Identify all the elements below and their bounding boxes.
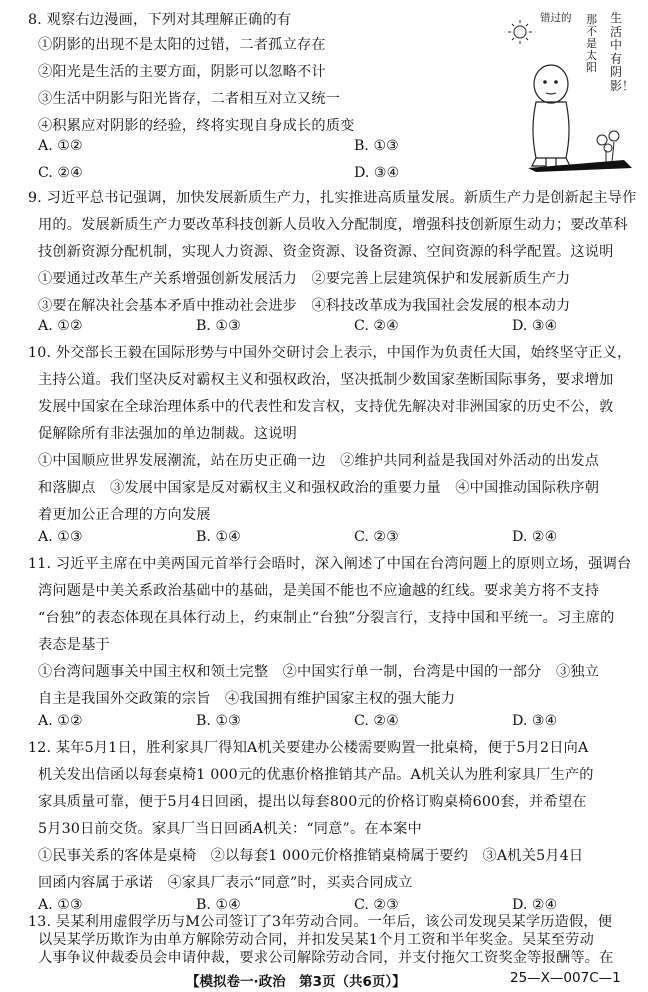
q9-option-a: A. ①②	[38, 318, 83, 334]
q12-line-2: 机关发出信函以每套桌椅1 000元的优惠价格推销其产品。A机关认为胜利家具厂生产的	[38, 767, 594, 783]
q8-option-b: B. ①③	[354, 138, 399, 154]
cartoon-caption-mid: 那不是太阳	[586, 13, 597, 74]
q9-option-b: B. ①③	[196, 318, 241, 334]
q10-line-4: 促解除所有非法强加的单边制裁。这说明	[38, 426, 297, 442]
q10-option-d: D. ②④	[512, 529, 558, 545]
q9-line-1: 9. 习近平总书记强调，加快发展新质生产力，扎实推进高质量发展。新质生产力是创新起主导作	[28, 190, 637, 206]
q11-items-line-2: 自主是我国外交政策的宗旨 ④我国拥有维护国家主权的强大能力	[38, 691, 456, 707]
q9-line-3: 技创新资源分配机制，实现人力资源、资金资源、设备资源、空间资源的科学配置。这说明	[38, 244, 614, 260]
q9-item-3-4: ③要在解决社会基本矛盾中推动社会进步 ④科技改革成为我国社会发展的根本动力	[38, 298, 571, 314]
q10-option-c: C. ②③	[354, 529, 399, 545]
q10-option-a: A. ①③	[38, 529, 83, 545]
q9-line-2: 用的。发展新质生产力要改革科技创新人员收入分配制度，增强科技创新原生动力；要改革科	[38, 217, 628, 233]
q12-option-c: C. ②③	[354, 897, 399, 913]
q12-option-b: B. ①④	[196, 897, 241, 913]
q9-option-c: C. ②④	[354, 318, 399, 334]
q12-line-4: 5月30日前交货。家具厂当日回函A机关：“同意”。在本案中	[38, 821, 422, 837]
q8-option-d: D. ③④	[354, 165, 400, 181]
sun-icon	[508, 20, 532, 44]
q11-option-c: C. ②④	[354, 713, 399, 729]
q11-option-b: B. ①③	[196, 713, 241, 729]
q10-line-2: 主持公道。我们坚决反对霸权主义和强权政治，坚决抵制少数国家垄断国际事务，要求增加	[38, 372, 614, 388]
q8-item-1: ①阴影的出现不是太阳的过错，二者孤立存在	[38, 37, 326, 53]
q10-items-line-3: 着更加公正合理的方向发展	[38, 507, 211, 523]
q11-line-4: 表态是基于	[38, 637, 110, 653]
q11-option-a: A. ①②	[38, 713, 83, 729]
q13-line-3: 人事争议仲裁委员会申请仲裁，要求公司解除劳动合同，并支付拖欠工资奖金等报酬等。在	[38, 950, 614, 966]
q10-items-line-1: ①中国顺应世界发展潮流，站在历史正确一边 ②维护共同利益是我国对外活动的出发点	[38, 453, 600, 469]
q8-item-3: ③生活中阴影与阳光皆存，二者相互对立又统一	[38, 91, 341, 107]
q11-items-line-1: ①台湾问题事关中国主权和领土完整 ②中国实行单一制，台湾是中国的一部分 ③独立	[38, 664, 600, 680]
footer-title: 【模拟卷一·政治 第3页（共6页）】	[186, 974, 406, 990]
q12-items-line-2: 回函内容属于承诺 ④家具厂表示“同意”时，买卖合同成立	[38, 875, 413, 891]
q12-items-line-1: ①民事关系的客体是桌椅 ②以每套1 000元价格推销桌椅属于要约 ③A机关5月4日	[38, 848, 584, 864]
q13-line-1: 13. 吴某利用虚假学历与M公司签订了3年劳动合同。一年后，该公司发现吴某学历造假，便	[28, 914, 613, 930]
q13-line-2: 以吴某学历欺诈为由单方解除劳动合同，并扣发吴某1个月工资和半年奖金。吴某至劳动	[38, 932, 594, 948]
q11-line-2: 湾问题是中美关系政治基础中的基础，是美国不能也不应逾越的红线。要求美方将不支持	[38, 583, 600, 599]
cartoon-caption-right: 生活中有阴影！	[610, 11, 635, 93]
q10-line-3: 发展中国家在全球治理体系中的代表性和发言权，支持优先解决对非洲国家的历史不公，敦	[38, 399, 614, 415]
q8-option-c: C. ②④	[38, 165, 83, 181]
cartoon-caption-left: 错过的	[540, 12, 572, 24]
q8-option-a: A. ①②	[38, 138, 83, 154]
q8-stem: 8. 观察右边漫画，下列对其理解正确的有	[28, 12, 292, 28]
q8-item-2: ②阳光是生活的主要方面，阴影可以忽略不计	[38, 64, 326, 80]
q10-line-1: 10. 外交部长王毅在国际形势与中国外交研讨会上表示，中国作为负责任大国，始终坚守正义，	[28, 345, 632, 361]
q12-line-1: 12. 某年5月1日，胜利家具厂得知A机关要建办公楼需要购置一批桌椅，便于5月2日向A	[28, 740, 589, 756]
q10-option-b: B. ①④	[196, 529, 241, 545]
flower-icon	[597, 131, 619, 162]
q10-items-line-2: 和落脚点 ③发展中国家是反对霸权主义和强权政治的重要力量 ④中国推动国际秩序朝	[38, 480, 600, 496]
person-figure	[532, 65, 570, 166]
footer-code: 25—X—007C—1	[510, 970, 621, 986]
q11-line-1: 11. 习近平主席在中美两国元首举行会晤时，深入阐述了中国在台湾问题上的原则立场，强调台	[28, 556, 632, 572]
q11-line-3: “台独”的表态体现在具体行动上，约束制止“台独”分裂言行，支持中国和平统一。习主席的	[38, 610, 615, 626]
q11-option-d: D. ③④	[512, 713, 558, 729]
q12-option-a: A. ①③	[38, 897, 83, 913]
q12-option-d: D. ②④	[512, 897, 558, 913]
q8-item-4: ④积累应对阴影的经验，终将实现自身成长的质变	[38, 118, 355, 134]
q12-line-3: 家具质量可靠，便于5月4日回函，提出以每套800元的价格订购桌椅600套，并希望在	[38, 794, 587, 810]
q9-item-1-2: ①要通过改革生产关系增强创新发展活力 ②要完善上层建筑保护和发展新质生产力	[38, 271, 571, 287]
cartoon-illustration	[506, 10, 640, 172]
q9-option-d: D. ③④	[512, 318, 558, 334]
